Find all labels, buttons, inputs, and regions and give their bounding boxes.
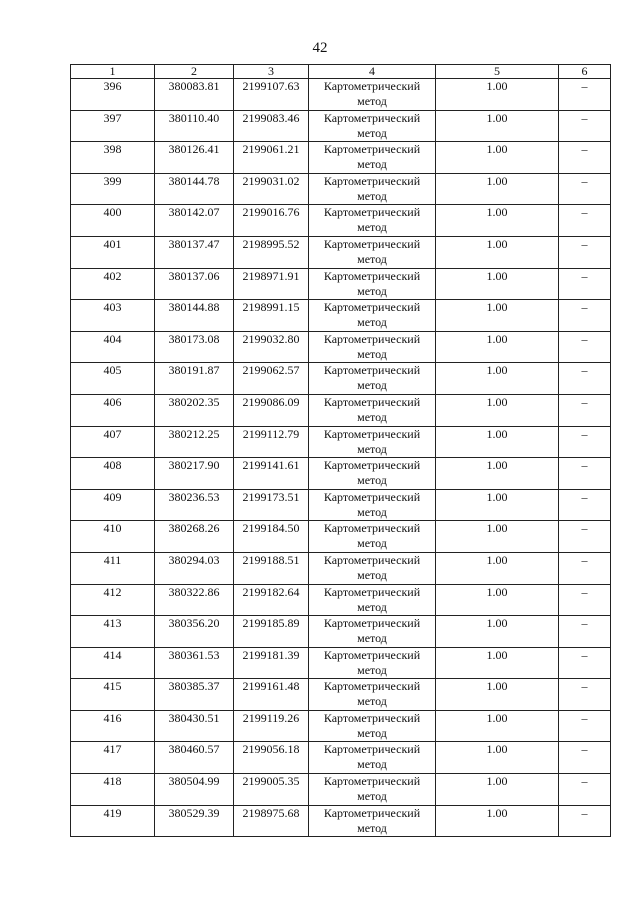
point-number-cell: 409 <box>71 489 155 521</box>
table-row <box>71 805 611 837</box>
method-cell: Картометрический метод <box>309 300 436 332</box>
x-coordinate-cell: 380294.03 <box>155 552 234 584</box>
point-number-cell: 398 <box>71 142 155 174</box>
table-row <box>71 521 611 553</box>
method-cell: Картометрический метод <box>309 489 436 521</box>
table-row <box>71 489 611 521</box>
point-number-cell: 396 <box>71 79 155 111</box>
x-coordinate-cell: 380144.88 <box>155 300 234 332</box>
accuracy-cell: 1.00 <box>436 774 559 806</box>
note-cell: – <box>559 774 611 806</box>
x-coordinate-cell: 380191.87 <box>155 363 234 395</box>
table-row <box>71 142 611 174</box>
accuracy-cell: 1.00 <box>436 236 559 268</box>
method-cell: Картометрический метод <box>309 394 436 426</box>
point-number-cell: 407 <box>71 426 155 458</box>
x-coordinate-cell: 380137.47 <box>155 236 234 268</box>
method-cell: Картометрический метод <box>309 710 436 742</box>
accuracy-cell: 1.00 <box>436 521 559 553</box>
method-cell: Картометрический метод <box>309 584 436 616</box>
table-row <box>71 331 611 363</box>
method-cell: Картометрический метод <box>309 79 436 111</box>
x-coordinate-cell: 380173.08 <box>155 331 234 363</box>
accuracy-cell: 1.00 <box>436 679 559 711</box>
table-row <box>71 584 611 616</box>
column-header-2: 2 <box>155 65 234 79</box>
x-coordinate-cell: 380236.53 <box>155 489 234 521</box>
note-cell: – <box>559 300 611 332</box>
y-coordinate-cell: 2199083.46 <box>234 110 309 142</box>
x-coordinate-cell: 380529.39 <box>155 805 234 837</box>
x-coordinate-cell: 380202.35 <box>155 394 234 426</box>
y-coordinate-cell: 2198991.15 <box>234 300 309 332</box>
point-number-cell: 404 <box>71 331 155 363</box>
y-coordinate-cell: 2199032.80 <box>234 331 309 363</box>
note-cell: – <box>559 236 611 268</box>
point-number-cell: 400 <box>71 205 155 237</box>
table-row <box>71 710 611 742</box>
note-cell: – <box>559 616 611 648</box>
y-coordinate-cell: 2199086.09 <box>234 394 309 426</box>
accuracy-cell: 1.00 <box>436 584 559 616</box>
y-coordinate-cell: 2199185.89 <box>234 616 309 648</box>
point-number-cell: 412 <box>71 584 155 616</box>
method-cell: Картометрический метод <box>309 363 436 395</box>
x-coordinate-cell: 380126.41 <box>155 142 234 174</box>
method-cell: Картометрический метод <box>309 742 436 774</box>
method-cell: Картометрический метод <box>309 236 436 268</box>
x-coordinate-cell: 380110.40 <box>155 110 234 142</box>
note-cell: – <box>559 363 611 395</box>
point-number-cell: 419 <box>71 805 155 837</box>
note-cell: – <box>559 458 611 490</box>
table-row <box>71 236 611 268</box>
method-cell: Картометрический метод <box>309 774 436 806</box>
y-coordinate-cell: 2199062.57 <box>234 363 309 395</box>
column-header-1: 1 <box>71 65 155 79</box>
accuracy-cell: 1.00 <box>436 79 559 111</box>
note-cell: – <box>559 489 611 521</box>
point-number-cell: 411 <box>71 552 155 584</box>
method-cell: Картометрический метод <box>309 110 436 142</box>
note-cell: – <box>559 805 611 837</box>
point-number-cell: 410 <box>71 521 155 553</box>
note-cell: – <box>559 142 611 174</box>
y-coordinate-cell: 2199141.61 <box>234 458 309 490</box>
method-cell: Картометрический метод <box>309 458 436 490</box>
accuracy-cell: 1.00 <box>436 552 559 584</box>
point-number-cell: 397 <box>71 110 155 142</box>
accuracy-cell: 1.00 <box>436 742 559 774</box>
note-cell: – <box>559 205 611 237</box>
table-row <box>71 552 611 584</box>
y-coordinate-cell: 2198971.91 <box>234 268 309 300</box>
note-cell: – <box>559 331 611 363</box>
accuracy-cell: 1.00 <box>436 268 559 300</box>
accuracy-cell: 1.00 <box>436 142 559 174</box>
note-cell: – <box>559 394 611 426</box>
y-coordinate-cell: 2199016.76 <box>234 205 309 237</box>
point-number-cell: 408 <box>71 458 155 490</box>
column-header-5: 5 <box>436 65 559 79</box>
table-row <box>71 394 611 426</box>
point-number-cell: 405 <box>71 363 155 395</box>
y-coordinate-cell: 2199056.18 <box>234 742 309 774</box>
table-row <box>71 647 611 679</box>
accuracy-cell: 1.00 <box>436 489 559 521</box>
method-cell: Картометрический метод <box>309 552 436 584</box>
x-coordinate-cell: 380385.37 <box>155 679 234 711</box>
page-number: 42 <box>312 40 328 56</box>
note-cell: – <box>559 584 611 616</box>
table-header-row <box>71 65 611 79</box>
x-coordinate-cell: 380083.81 <box>155 79 234 111</box>
point-number-cell: 402 <box>71 268 155 300</box>
y-coordinate-cell: 2199005.35 <box>234 774 309 806</box>
accuracy-cell: 1.00 <box>436 205 559 237</box>
y-coordinate-cell: 2198995.52 <box>234 236 309 268</box>
x-coordinate-cell: 380268.26 <box>155 521 234 553</box>
accuracy-cell: 1.00 <box>436 616 559 648</box>
table-row <box>71 458 611 490</box>
x-coordinate-cell: 380137.06 <box>155 268 234 300</box>
y-coordinate-cell: 2199061.21 <box>234 142 309 174</box>
table-row <box>71 268 611 300</box>
table-row <box>71 774 611 806</box>
table-row <box>71 616 611 648</box>
accuracy-cell: 1.00 <box>436 710 559 742</box>
y-coordinate-cell: 2199184.50 <box>234 521 309 553</box>
point-number-cell: 417 <box>71 742 155 774</box>
note-cell: – <box>559 742 611 774</box>
point-number-cell: 406 <box>71 394 155 426</box>
accuracy-cell: 1.00 <box>436 300 559 332</box>
accuracy-cell: 1.00 <box>436 805 559 837</box>
method-cell: Картометрический метод <box>309 426 436 458</box>
table-row <box>71 679 611 711</box>
x-coordinate-cell: 380142.07 <box>155 205 234 237</box>
method-cell: Картометрический метод <box>309 205 436 237</box>
x-coordinate-cell: 380460.57 <box>155 742 234 774</box>
x-coordinate-cell: 380430.51 <box>155 710 234 742</box>
y-coordinate-cell: 2199112.79 <box>234 426 309 458</box>
method-cell: Картометрический метод <box>309 268 436 300</box>
x-coordinate-cell: 380361.53 <box>155 647 234 679</box>
x-coordinate-cell: 380144.78 <box>155 173 234 205</box>
note-cell: – <box>559 679 611 711</box>
y-coordinate-cell: 2199173.51 <box>234 489 309 521</box>
column-header-4: 4 <box>309 65 436 79</box>
point-number-cell: 403 <box>71 300 155 332</box>
x-coordinate-cell: 380504.99 <box>155 774 234 806</box>
column-header-6: 6 <box>559 65 611 79</box>
method-cell: Картометрический метод <box>309 173 436 205</box>
table-row <box>71 173 611 205</box>
point-number-cell: 418 <box>71 774 155 806</box>
note-cell: – <box>559 173 611 205</box>
method-cell: Картометрический метод <box>309 805 436 837</box>
note-cell: – <box>559 79 611 111</box>
note-cell: – <box>559 552 611 584</box>
table-row <box>71 742 611 774</box>
table-row <box>71 79 611 111</box>
note-cell: – <box>559 110 611 142</box>
note-cell: – <box>559 426 611 458</box>
y-coordinate-cell: 2199188.51 <box>234 552 309 584</box>
accuracy-cell: 1.00 <box>436 394 559 426</box>
point-number-cell: 415 <box>71 679 155 711</box>
point-number-cell: 414 <box>71 647 155 679</box>
accuracy-cell: 1.00 <box>436 110 559 142</box>
accuracy-cell: 1.00 <box>436 331 559 363</box>
coordinates-table <box>70 64 611 837</box>
x-coordinate-cell: 380322.86 <box>155 584 234 616</box>
y-coordinate-cell: 2199161.48 <box>234 679 309 711</box>
accuracy-cell: 1.00 <box>436 647 559 679</box>
x-coordinate-cell: 380356.20 <box>155 616 234 648</box>
point-number-cell: 399 <box>71 173 155 205</box>
x-coordinate-cell: 380212.25 <box>155 426 234 458</box>
note-cell: – <box>559 710 611 742</box>
point-number-cell: 401 <box>71 236 155 268</box>
method-cell: Картометрический метод <box>309 142 436 174</box>
table-row <box>71 300 611 332</box>
method-cell: Картометрический метод <box>309 521 436 553</box>
y-coordinate-cell: 2199182.64 <box>234 584 309 616</box>
note-cell: – <box>559 268 611 300</box>
column-header-3: 3 <box>234 65 309 79</box>
table-row <box>71 205 611 237</box>
y-coordinate-cell: 2199031.02 <box>234 173 309 205</box>
note-cell: – <box>559 521 611 553</box>
accuracy-cell: 1.00 <box>436 458 559 490</box>
method-cell: Картометрический метод <box>309 331 436 363</box>
accuracy-cell: 1.00 <box>436 173 559 205</box>
point-number-cell: 413 <box>71 616 155 648</box>
table-row <box>71 110 611 142</box>
y-coordinate-cell: 2199119.26 <box>234 710 309 742</box>
method-cell: Картометрический метод <box>309 616 436 648</box>
accuracy-cell: 1.00 <box>436 363 559 395</box>
y-coordinate-cell: 2198975.68 <box>234 805 309 837</box>
table-row <box>71 426 611 458</box>
y-coordinate-cell: 2199181.39 <box>234 647 309 679</box>
y-coordinate-cell: 2199107.63 <box>234 79 309 111</box>
method-cell: Картометрический метод <box>309 679 436 711</box>
x-coordinate-cell: 380217.90 <box>155 458 234 490</box>
point-number-cell: 416 <box>71 710 155 742</box>
accuracy-cell: 1.00 <box>436 426 559 458</box>
table-row <box>71 363 611 395</box>
note-cell: – <box>559 647 611 679</box>
method-cell: Картометрический метод <box>309 647 436 679</box>
